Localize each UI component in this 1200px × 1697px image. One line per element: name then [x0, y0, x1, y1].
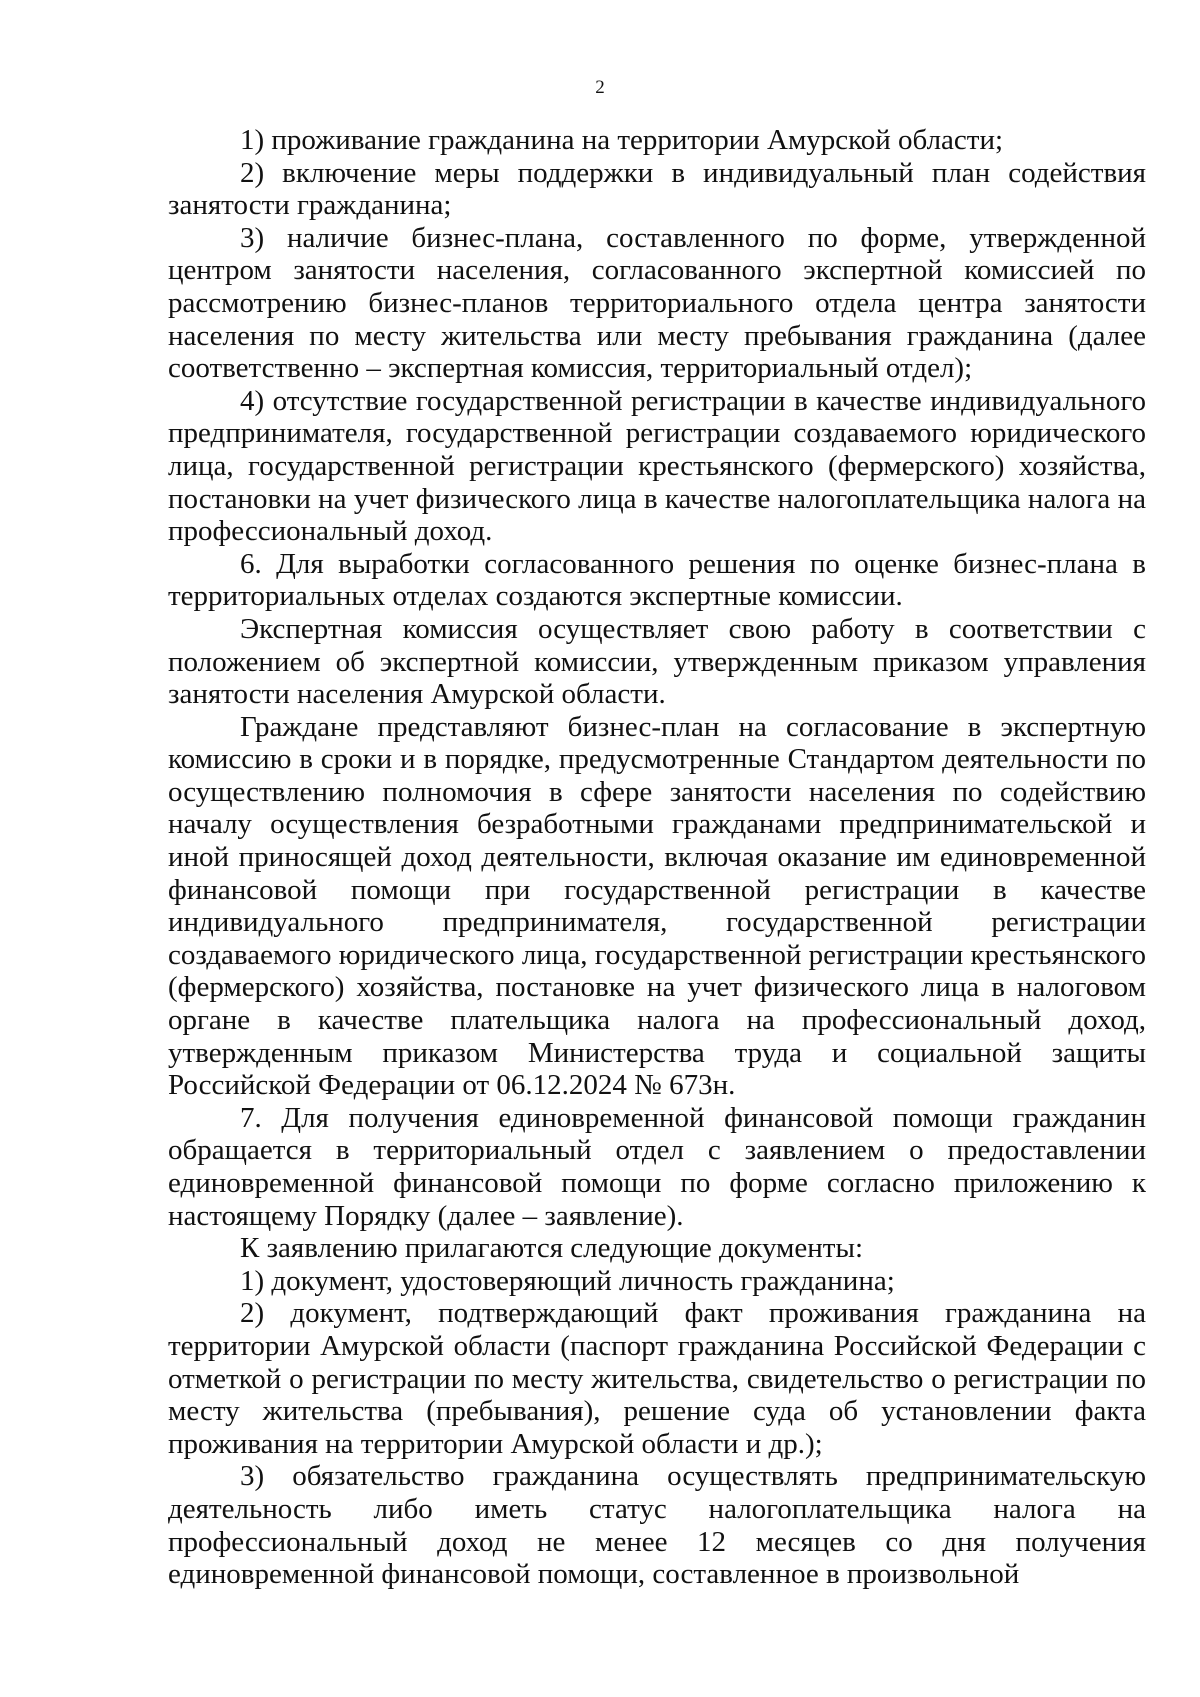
paragraph-item-1: 1) проживание гражданина на территории Амурской области;: [240, 124, 1004, 156]
document-body: [168, 124, 1146, 1591]
paragraph-clause-6: 6. Для выработки согласованного решения по оценке бизнес-плана в территориальных отделах создаются экспертные комиссии.: [168, 547, 1146, 613]
paragraph-attachments-intro: К заявлению прилагаются следующие документы:: [240, 1232, 864, 1265]
paragraph-clause-7: 7. Для получения единовременной финансовой помощи гражданин обращается в территориальный отдел с заявлением о предоставлении единовременной финансовой помощи по форме согласно приложению к настоящему Порядку (далее – заявление).: [168, 1101, 1146, 1232]
paragraph-attachment-3: 3) обязательство гражданина осуществлять предпринимательскую деятельность либо иметь статус налогоплательщика налога на профессиональный доход не менее 12 месяцев со дня получения единовременной финансовой помощи, составленное в произвольной: [168, 1460, 1146, 1591]
paragraph-attachment-2: 2) документ, подтверждающий факт проживания гражданина на территории Амурской области (паспорт гражданина Российской Федерации с отметкой о регистрации по месту жительства, свидетельство о регистрации по месту жительства (пребывания), решение суда об установлении факта проживания на территории Амурской области и др.);: [168, 1297, 1146, 1460]
paragraph-item-4: 4) отсутствие государственной регистрации в качестве индивидуального предпринимателя, государственной регистрации создаваемого юридического лица, государственной регистрации крестьянского (фермерского) хозяйства, постановки на учет физического лица в качестве налогоплательщика налога на профессиональный доход.: [168, 384, 1146, 548]
paragraph-attachment-1: 1) документ, удостоверяющий личность гражданина;: [240, 1264, 895, 1297]
paragraph-item-2: 2) включение меры поддержки в индивидуальный план содействия занятости гражданина;: [168, 156, 1146, 222]
paragraph-business-plan: Граждане представляют бизнес-план на согласование в экспертную комиссию в сроки и в порядке, предусмотренные Стандартом деятельности по осуществлению полномочия в сфере занятости населения по содействию началу осуществления безработными гражданами предпринимательской и иной приносящей доход деятельности, включая оказание им единовременной финансовой помощи при государственной регистрации в качестве индивидуального предпринимателя, государственной регистрации создаваемого юридического лица, государственной регистрации крестьянского (фермерского) хозяйства, постановке на учет физического лица в налоговом органе в качестве плательщика налога на профессиональный доход, утвержденным приказом Министерства труда и социальной защиты Российской Федерации от 06.12.2024 № 673н.: [168, 710, 1146, 1102]
paragraph-item-3: 3) наличие бизнес-плана, составленного по форме, утвержденной центром занятости населения, согласованного экспертной комиссией по рассмотрению бизнес-планов территориального отдела центра занятости населения по месту жительства или месту пребывания гражданина (далее соответственно – экспертная комиссия, территориальный отдел);: [168, 221, 1146, 385]
page-number: 2: [595, 77, 605, 98]
paragraph-commission: Экспертная комиссия осуществляет свою работу в соответствии с положением об экспертной комиссии, утвержденным приказом управления занятости населения Амурской области.: [168, 612, 1146, 711]
